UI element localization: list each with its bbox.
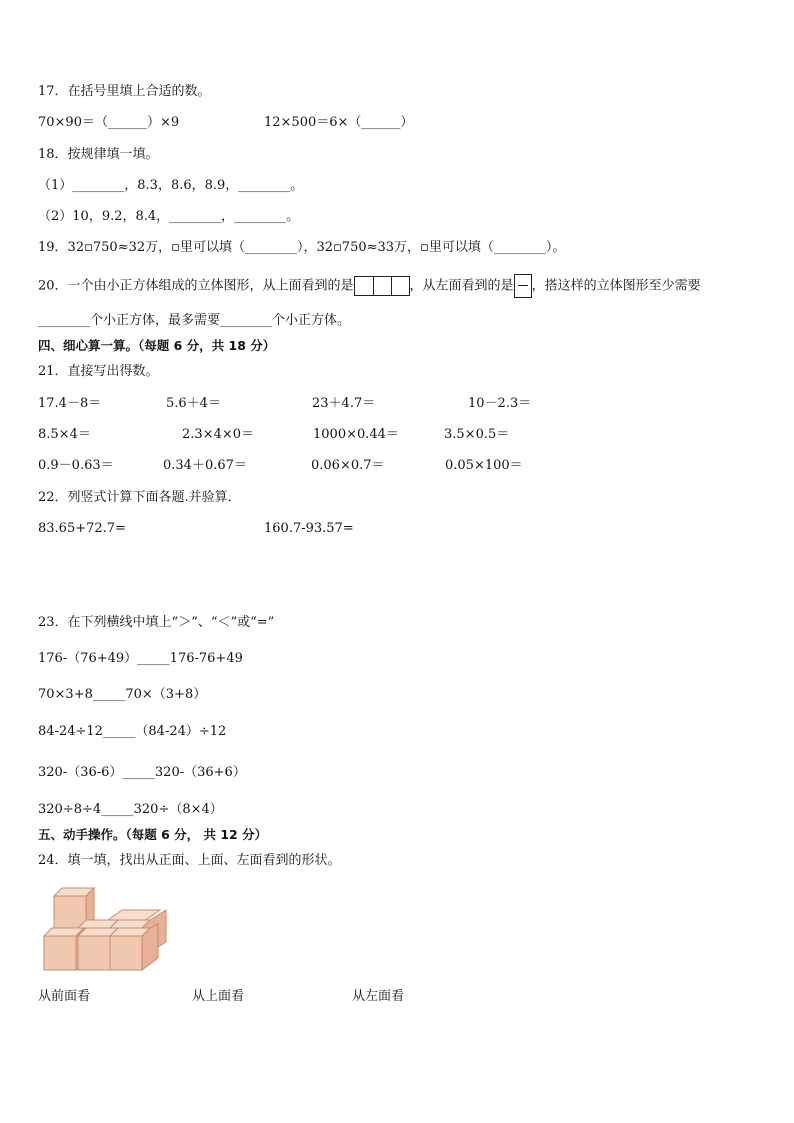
q23-title: 23．在下列横线中填上“＞”、“＜”或“=”	[38, 615, 275, 630]
q23-item: 176-（76+49）_____176-76+49	[38, 651, 243, 666]
q20-part-3: ，搭这样的立体图形至少需要	[531, 278, 701, 294]
q24-left-view-label: 从左面看	[352, 989, 405, 1004]
q18-title: 18．按规律填一填。	[38, 147, 159, 162]
q23-item: 320÷8÷4_____320÷（8×4）	[38, 802, 223, 817]
q20-line-2: ________个小正方体，最多需要________个小正方体。	[38, 313, 351, 328]
q18-line-1: （1）________，8.3，8.6，8.9，________。	[38, 178, 304, 193]
q21-item: 23＋4.7＝	[312, 396, 376, 411]
q21-item: 0.34＋0.67＝	[163, 458, 247, 473]
q21-item: 0.06×0.7＝	[311, 458, 385, 473]
q21-item: 5.6＋4＝	[166, 396, 221, 411]
q23-item: 84-24÷12_____（84-24）÷12	[38, 724, 227, 739]
q24-title: 24．填一填，找出从正面、上面、左面看到的形状。	[38, 853, 341, 868]
section-4-heading: 四、细心算一算。（每题 6 分，共 18 分）	[38, 338, 276, 353]
q21-item: 0.05×100＝	[445, 458, 523, 473]
q17-equation-a: 70×90＝（______）×9	[38, 115, 180, 130]
q21-title: 21．直接写出得数。	[38, 364, 159, 379]
q23-item: 320-（36-6）_____320-（36+6）	[38, 765, 246, 780]
top-view-three-squares	[354, 276, 410, 296]
q17-title: 17．在括号里填上合适的数。	[38, 84, 211, 99]
q20-line-1	[38, 274, 701, 298]
q22-expr-b: 160.7-93.57=	[264, 521, 354, 536]
q24-top-view-label: 从上面看	[192, 989, 245, 1004]
q21-item: 2.3×4×0＝	[182, 427, 255, 442]
q20-part-1: 20．一个由小正方体组成的立体图形，从上面看到的是	[38, 278, 354, 294]
q21-item: 0.9－0.63＝	[38, 458, 114, 473]
q21-item: 10－2.3＝	[468, 396, 532, 411]
left-view-two-squares	[514, 274, 532, 298]
q21-item: 1000×0.44＝	[313, 427, 399, 442]
q18-line-2: （2）10，9.2，8.4，________，________。	[38, 209, 300, 224]
q21-item: 8.5×4＝	[38, 427, 91, 442]
q21-item: 17.4－8＝	[38, 396, 102, 411]
q22-expr-a: 83.65+72.7=	[38, 521, 126, 536]
section-5-heading: 五、动手操作。（每题 6 分， 共 12 分）	[38, 827, 268, 842]
q24-front-view-label: 从前面看	[38, 989, 91, 1004]
q19-text: 19．32▫750≈32万，▫里可以填（________），32▫750≈33万，▫里可以填（________）。	[38, 240, 566, 255]
q20-part-2: ，从左面看到的是	[409, 278, 514, 294]
q17-equation-b: 12×500＝6×（______）	[264, 115, 414, 130]
q21-item: 3.5×0.5＝	[444, 427, 510, 442]
q23-item: 70×3+8_____70×（3+8）	[38, 687, 207, 702]
q22-title: 22．列竖式计算下面各题.并验算．	[38, 490, 241, 505]
cube-figure	[40, 880, 180, 976]
